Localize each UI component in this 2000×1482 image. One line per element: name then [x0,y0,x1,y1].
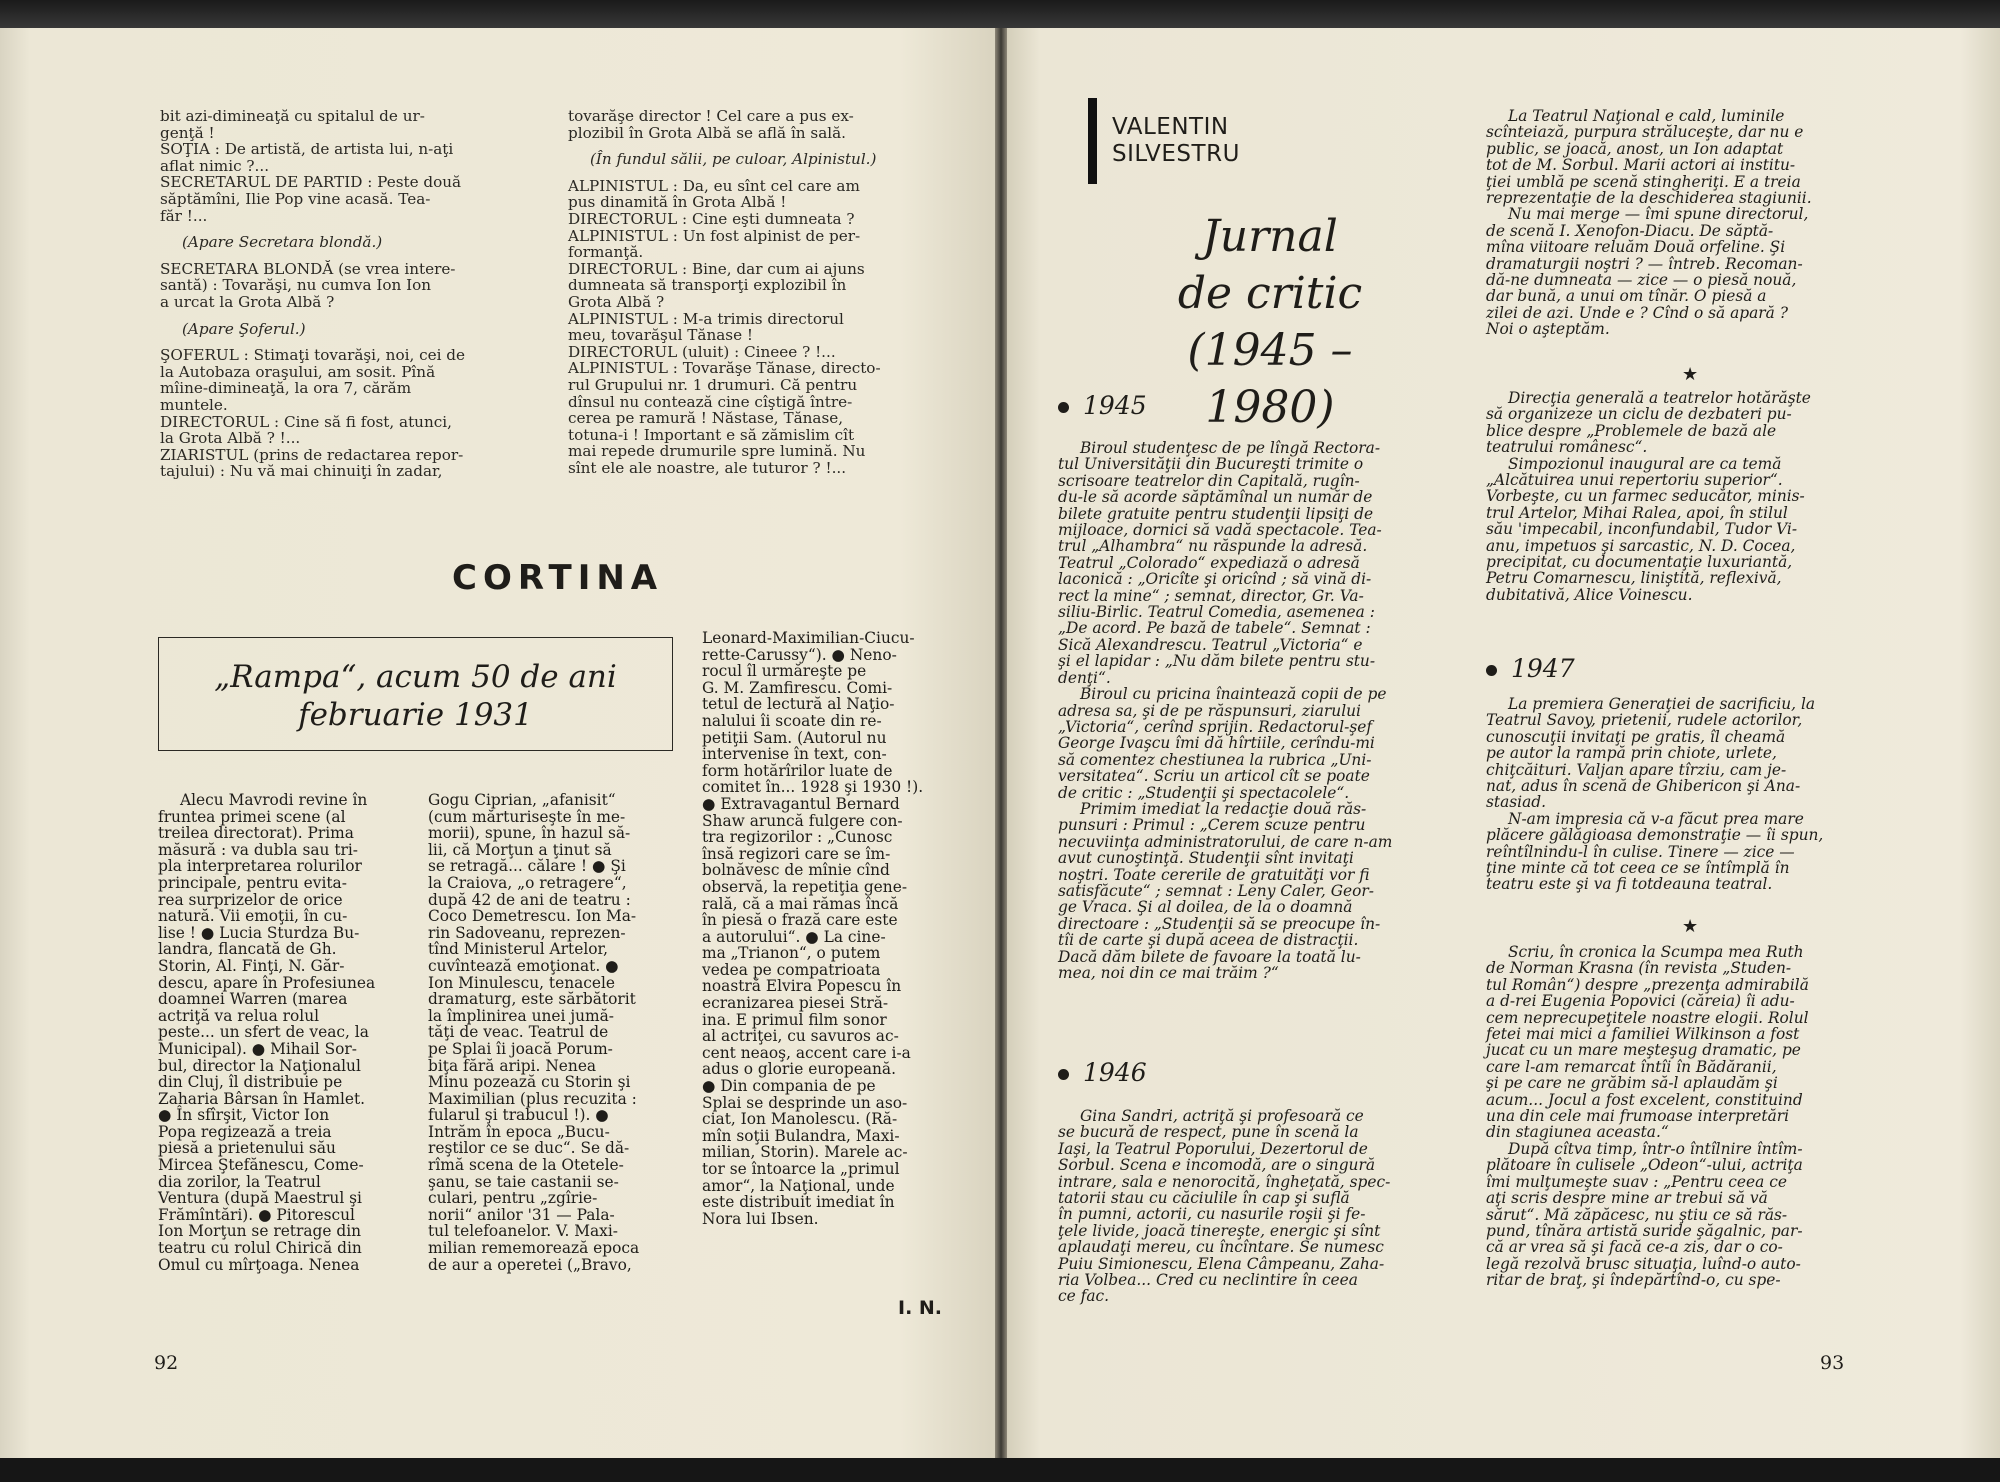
text-line: al actriţei, cu savuros ac- [702,1027,899,1046]
text-line: rîmă scena de la Otetele- [428,1156,624,1175]
text-line: Municipal). ● Mihail Sor- [158,1039,357,1058]
text-line: piesă a prietenului său [158,1139,336,1158]
text-line: ZIARISTUL (prins de redactarea repor- [160,445,464,464]
text-line: SOŢIA : De artistă, de artista lui, n-aţi [160,140,454,159]
text-line: public, se joacă, anost, un Ion adaptat [1486,139,1784,158]
text-line: mea, noi din ce mai trăim ?“ [1058,964,1279,982]
text-line: muntele. [160,395,228,414]
text-line: dînsul nu contează cine cîştigă între- [568,392,853,411]
text-line: Primim imediat la redacţie două răs- [1080,799,1367,818]
text-line: denţi“. [1058,668,1111,687]
text-line: form hotărîrilor luate de [702,761,893,780]
rampa-title-line2: februarie 1931 [298,697,533,733]
text-line: lii, că Morţun a ţinut să [428,840,612,859]
text-line: Ventura (după Maestrul şi [158,1189,362,1208]
text-line: Alecu Mavrodi revine în [180,791,368,809]
text-line: După cîtva timp, într-o întîlnire întîm- [1508,1139,1803,1158]
text-line: tatorii stau cu căciulile în cap şi suflă [1058,1189,1350,1208]
rampa-title-box [158,637,673,751]
text-line: legă rezolvă brusc situaţia, luînd-o auto- [1486,1254,1801,1273]
text-line: (cum mărturiseşte în me- [428,807,626,826]
book-top-edge [0,0,2000,30]
text-line: du-le să acorde săptămînal un număr de [1058,488,1373,507]
text-line: Frămîntări). ● Pitorescul [158,1205,355,1224]
text-line: Vorbeşte, cu un farmec seducător, minis- [1486,487,1805,506]
entry-scumpa-mea-ruth [1486,944,1916,1289]
text-line: „De acord. Pe bază de tabele“. Semnat : [1058,619,1371,638]
text-line: ● În sfîrşit, Victor Ion [158,1106,330,1125]
page-number-left: 92 [154,1352,179,1374]
bullet-dot [1486,665,1497,676]
text-line: comitet în... 1928 şi 1930 !). [702,778,924,797]
text-line: milian, Storin). Marele ac- [702,1143,908,1162]
text-line: intrare, sala e nenorocită, îngheţată, spec- [1058,1172,1391,1191]
text-line: dramaturg, este sărbătorit [428,990,636,1009]
article-column-2 [428,792,668,1273]
text-line: Direcţia generală a teatrelor hotărăşte [1508,389,1811,407]
page-number-right: 93 [1820,1352,1845,1374]
text-line: mai repede drumurile spre lumină. Nu [568,442,866,461]
text-line: după 42 de ani de teatru : [428,890,631,909]
text-line: zilei de azi. Unde e ? Cînd o să apară ? [1486,303,1788,322]
text-line: cunoscuţii invitaţi pe gratis, îl cheamă [1486,727,1786,746]
text-line: mîn soţii Bulandra, Maxi- [702,1126,900,1145]
author-last-name: SILVESTRU [1112,141,1240,167]
text-line: cuvîntează emoţionat. ● [428,956,619,975]
text-line: laconică : „Oricîte şi oricînd ; să vină di- [1058,570,1372,589]
year-heading-1946: 1946 [1058,1058,1147,1087]
text-line: „Alcătuirea unui repertoriu superior“. [1486,471,1783,490]
year-heading-1947: 1947 [1486,654,1575,683]
play-column-2 [568,108,943,476]
text-line: reştilor ce se duc“. Se dă- [428,1139,630,1158]
journal-title-line1: Jurnal [1202,211,1338,262]
text-line: din stagiunea aceasta.“ [1486,1123,1669,1142]
text-line: observă, la repetiţia gene- [702,877,908,896]
text-line: Simpozionul inaugural are ca temă [1508,454,1782,473]
text-line: una din cele mai frumoase interpretări [1486,1107,1790,1126]
text-line: treilea directorat). Prima [158,824,354,843]
text-line: Popa regizează a treia [158,1122,332,1141]
text-line: pe autor la rampă prin chiote, urlete, [1486,744,1777,763]
text-line: aflat nimic ?... [160,156,270,175]
text-line: ina. E primul film sonor [702,1010,887,1029]
text-line: Teatrul „Colorado“ expediază o adresă [1058,553,1360,572]
text-line: chiţcăituri. Valjan apare tîrziu, cam je- [1486,760,1787,779]
section-star: ★ [1682,364,1699,385]
text-line: blice despre „Problemele de bază ale [1486,421,1777,440]
text-line: G. M. Zamfirescu. Comi- [702,678,893,697]
text-line: este distribuit imediat în [702,1193,895,1212]
author-name [1112,114,1240,168]
text-line: DIRECTORUL : Cine să fi fost, atunci, [160,412,452,431]
text-line: doamnei Warren (marea [158,990,348,1009]
text-line: tovarăşe director ! Cel care a pus ex- [568,107,854,125]
text-line: (Apare Şoferul.) [182,319,306,338]
text-line: tra regizorilor : „Cunosc [702,828,893,847]
text-line: pla interpretarea rolurilor [158,857,362,876]
text-line: tul Universităţii din Bucureşti trimite o [1058,455,1364,474]
text-line: Dacă dăm bilete de favoare la toată lu- [1058,947,1361,966]
text-line: culari, pentru „zgîrie- [428,1189,598,1208]
text-line: rul Grupului nr. 1 drumuri. Că pentru [568,375,858,394]
text-line: plăcere gălăgioasa demonstraţie — îi spun, [1486,826,1824,845]
text-line: în pumni, actorii, cu nasurile roşii şi fe- [1058,1205,1366,1224]
text-line: vedea pe compatrioata [702,960,881,979]
text-line: noastră Elvira Popescu în [702,977,902,996]
text-line: însă regizori care se îm- [702,844,891,863]
text-line: făr !... [160,206,208,225]
text-line: adresa sa, şi de pe răspunsuri, ziarului [1058,701,1361,720]
article-column-3 [702,630,942,1227]
text-line: tînd Ministerul Artelor, [428,940,609,959]
text-line: se retragă... călare ! ● Şi [428,857,626,876]
text-line: formanţă. [568,243,644,262]
text-line: landra, flancată de Gh. [158,940,337,959]
text-line: teatru cu rolul Chirică din [158,1239,362,1258]
text-line: Petru Comarnescu, liniştită, reflexivă, [1486,569,1782,588]
text-line: în piesă o frază care este [702,911,898,930]
text-line: Iaşi, la Teatrul Poporului, Dezertorul de [1058,1139,1368,1158]
text-line: (Apare Secretara blondă.) [182,233,383,252]
text-line: pe Splai îi joacă Porum- [428,1039,613,1058]
text-line: ritar de braţ, şi îndepărtînd-o, cu spe- [1486,1271,1781,1290]
text-line: tor se întoarce la „primul [702,1160,900,1178]
text-line: rin Sadoveanu, reprezen- [428,923,626,942]
author-first-name: VALENTIN [1112,114,1229,140]
text-line: Puiu Simionescu, Elena Câmpeanu, Zaha- [1058,1254,1385,1273]
text-line: siliu-Birlic. Teatrul Comedia, asemenea : [1058,603,1375,622]
text-line: cent neaoş, accent care i-a [702,1043,911,1062]
left-page [0,28,1000,1458]
text-line: trul „Alhambra“ nu răspunde la adresă. [1058,537,1368,556]
text-line: plătoare în culisele „Odeon“-ului, actriţa [1486,1156,1803,1175]
text-line: ce fac. [1058,1287,1110,1306]
text-line: Coco Demetrescu. Ion Ma- [428,907,637,926]
text-line: Teatrul Savoy, prietenii, rudele actorilor, [1486,711,1803,730]
text-line: SECRETARA BLONDĂ (se vrea intere- [160,259,456,278]
text-line: rală, că a mai rămas încă [702,894,899,913]
text-line: natură. Vii emoţii, în cu- [158,907,348,926]
text-line: versitatea“. Scriu un articol cît se poate [1058,767,1370,786]
text-line: ecranizarea piesei Stră- [702,994,889,1013]
author-bar [1088,98,1097,184]
text-line: Sică Alexandrescu. Teatrul „Victoria“ e [1058,635,1363,654]
text-line: ciat, Ion Manolescu. (Ră- [702,1110,898,1129]
text-line: tot de M. Sorbul. Marii actori ai institu- [1486,156,1796,175]
text-line: că ar vrea să şi facă ce-a zis, dar o co- [1486,1238,1783,1257]
text-line: fruntea primei scene (al [158,807,346,826]
text-line: de scenă I. Xenofon-Diacu. De săptă- [1486,221,1774,240]
text-line: intervenise în text, con- [702,745,887,764]
text-line: dubitativă, Alice Voinescu. [1486,585,1693,604]
text-line: La Teatrul Naţional e cald, luminile [1508,107,1785,125]
article-signature: I. N. [898,1297,943,1319]
text-line: cerea pe ramură ! Năstase, Tănase, [568,409,844,428]
text-line: SECRETARUL DE PARTID : Peste două [160,173,462,192]
text-line: Intrăm în epoca „Bucu- [428,1122,610,1141]
text-line: ţine minte că tot ceea ce se întîmplă în [1486,859,1790,878]
text-line: să comentez chestiunea la rubrica „Uni- [1058,750,1372,769]
text-line: şanu, se taie castanii se- [428,1172,619,1191]
text-line: ALPINISTUL : Un fost alpinist de per- [568,226,861,245]
text-line: jucat cu un mare meşteşug dramatic, pe [1486,1041,1801,1060]
text-line: Biroul studenţesc de pe lîngă Rectora- [1080,439,1381,457]
text-line: şi el lapidar : „Nu dăm bilete pentru stu- [1058,652,1376,671]
text-line: săptămîni, Ilie Pop vine acasă. Tea- [160,189,431,208]
text-line: Grota Albă ? [568,292,665,311]
text-line: acum... Jocul a fost excelent, constituind [1486,1090,1803,1109]
text-line: de aur a operetei („Bravo, [428,1255,632,1274]
text-line: aplaudaţi mereu, cu încîntare. Se numesc [1058,1238,1384,1257]
text-line: nat, adus în scenă de Ghibericon şi Ana- [1486,777,1801,796]
text-line: Omul cu mîrţoaga. Nenea [158,1255,360,1274]
text-line: ● Extravagantul Bernard [702,794,900,813]
text-line: dramaturgii noştri ? — întreb. Recoman- [1486,254,1803,273]
text-line: Ion Morţun se retrage din [158,1222,362,1241]
text-line: reîntîlnindu-l în culise. Tinere — zice — [1486,842,1795,861]
text-line: Zaharia Bârsan în Hamlet. [158,1089,366,1108]
text-line: ria Volbea... Cred cu neclintire în ceea [1058,1271,1358,1290]
text-line: tetul de lectură al Naţio- [702,695,895,714]
bullet-dot [1058,402,1069,413]
text-line: ţele livide, joacă tinereşte, energic şi sînt [1058,1221,1381,1240]
text-line: rette-Carussy“). ● Neno- [702,645,897,664]
entry-1947 [1486,696,1916,893]
entry-directorate [1486,390,1916,603]
text-line: tăţi de veac. Teatrul de [428,1023,609,1042]
text-line: la Craiova, „o retragere“, [428,873,627,892]
journal-title [1120,208,1420,436]
text-line: îmi mulţumeşte suav : „Pentru ceea ce [1486,1172,1787,1191]
text-line: avut cunoştinţă. Studenţii sînt invitaţi [1058,849,1354,868]
text-line: amor“, la Naţional, unde [702,1176,895,1195]
text-line: Scriu, în cronica la Scumpa mea Ruth [1508,943,1804,961]
text-line: lise ! ● Lucia Sturdza Bu- [158,923,360,942]
text-line: Nora lui Ibsen. [702,1209,819,1228]
entry-1945 [1058,440,1478,981]
text-line: din Cluj, îl distribuie pe [158,1073,343,1092]
text-line: „Victoria“, cerînd sprijin. Redactorul-şef [1058,717,1373,736]
text-line: Minu pozează cu Storin şi [428,1073,631,1092]
bullet-dot [1058,1069,1069,1080]
text-line: genţă ! [160,123,215,142]
book-bottom-edge [0,1458,2000,1482]
text-line: tul Român“) despre „prezenţa admirabilă [1486,975,1809,994]
text-line: rea surprizelor de orice [158,890,343,909]
text-line: sărut“. Mă zăpăcesc, nu ştiu ce să răs- [1486,1205,1788,1224]
text-line: fularul şi trabucul !). ● [428,1106,609,1125]
text-line: scînteiază, purpura străluceşte, dar nu e [1486,123,1804,142]
text-line: plozibil în Grota Albă se află în sală. [568,123,846,142]
text-line: trul Artelor, Mihai Ralea, apoi, în stilul [1486,503,1788,522]
text-line: La premiera Generaţiei de sacrificiu, la [1508,695,1816,713]
text-line: precipitat, cu documentaţie luxuriantă, [1486,553,1793,572]
text-line: Nu mai merge — îmi spune directorul, [1508,205,1809,224]
text-line: ● Din compania de pe [702,1077,876,1096]
text-line: ALPINISTUL : M-a trimis directorul [568,309,844,328]
text-line: Biroul cu pricina înaintează copii de pe [1080,685,1387,704]
text-line: necuviinţa administratorului, de care n-am [1058,832,1393,851]
text-line: bit azi-dimineaţă cu spitalul de ur- [160,107,425,125]
text-line: punsuri : Primul : „Cerem scuze pentru [1058,816,1366,835]
text-line: ALPINISTUL : Da, eu sînt cel care am [568,176,860,195]
play-column-1 [160,108,535,480]
text-line: principale, pentru evita- [158,873,347,892]
text-line: fetei mai mici a familiei Wilkinson a fost [1486,1025,1800,1044]
text-line: anu, impetuos şi sarcastic, N. D. Cocea, [1486,536,1796,555]
text-line: a urcat la Grota Albă ? [160,292,335,311]
text-line: rocul îl urmăreşte pe [702,662,867,681]
year-heading-1945: 1945 [1058,391,1147,420]
rampa-title [159,658,672,734]
text-line: teatrului românesc“. [1486,438,1648,457]
text-line: său 'impecabil, inconfundabil, Tudor Vi- [1486,520,1798,539]
text-line: dă-ne dumneata — zice — o piesă nouă, [1486,271,1797,290]
text-line: bilete gratuite pentru studenţii lipsiţi de [1058,504,1374,523]
text-line: nalului îi scoate din re- [702,711,882,730]
text-line: ge Vraca. Şi al doilea, de la o doamnă [1058,898,1353,917]
text-line: morii), spune, în hazul să- [428,824,631,843]
text-line: bolnăvesc de mînie cînd [702,861,890,880]
text-line: ALPINISTUL : Tovarăşe Tănase, directo- [568,359,881,378]
text-line: actriţă va relua rolul [158,1006,320,1025]
text-line: pus dinamită în Grota Albă ! [568,193,787,212]
entry-national-theatre [1486,108,1916,338]
text-line: să organizeze un ciclu de dezbateri pu- [1486,405,1792,424]
text-line: George Ivaşcu îmi dă hîrtiile, cerîndu-mi [1058,734,1375,753]
text-line: meu, tovarăşul Tănase ! [568,326,754,345]
text-line: care l-am remarcat întîi în Bădăranii, [1486,1057,1777,1076]
text-line: DIRECTORUL : Cine eşti dumneata ? [568,209,855,228]
text-line: peste... un sfert de veac, la [158,1023,369,1042]
text-line: Sorbul. Scena e incomodă, are o singură [1058,1156,1376,1175]
text-line: de critic : „Studenţii şi spectacolele“. [1058,783,1350,802]
text-line: scrisoare teatrelor din Capitală, rugîn- [1058,471,1360,490]
text-line: Gina Sandri, actriţă şi profesoară ce [1080,1107,1364,1125]
text-line: tul telefoanelor. V. Maxi- [428,1222,618,1241]
text-line: DIRECTORUL : Bine, dar cum ai ajuns [568,259,865,278]
journal-title-line3: (1945 – 1980) [1187,325,1353,433]
text-line: dia zorilor, la Teatrul [158,1172,321,1191]
book-gutter [995,28,1007,1458]
text-line: dar bună, a unui om tînăr. O piesă a [1486,287,1767,306]
text-line: aţi scris despre mine ar trebui să vă [1486,1189,1768,1208]
text-line: Gogu Ciprian, „afanisit“ [428,791,616,809]
text-line: ŞOFERUL : Stimaţi tovarăşi, noi, cei de [160,346,466,365]
text-line: Mircea Ştefănescu, Come- [158,1156,364,1175]
text-line: DIRECTORUL (uluit) : Cineee ? !... [568,342,836,361]
text-line: adus o glorie europeană. [702,1060,896,1079]
text-line: Ion Minulescu, tenacele [428,973,616,992]
text-line: mijloace, dornici să vadă spectacole. Tea- [1058,521,1382,540]
text-line: ma „Trianon“, o putem [702,944,881,963]
text-line: descu, apare în Profesiunea [158,973,376,992]
text-line: Maximilian (plus recuzita : [428,1089,637,1108]
text-line: bul, director la Naţionalul [158,1056,361,1075]
text-line: satisfăcute“ ; semnat : Leny Caler, Geor- [1058,881,1374,900]
entry-1946 [1058,1108,1478,1305]
text-line: cem neprecupeţitele noastre elogii. Rolul [1486,1008,1809,1027]
text-line: pund, tînăra artistă suride şăgalnic, par- [1486,1221,1803,1240]
rampa-title-line1: „Rampa“, acum 50 de ani [214,659,617,695]
text-line: de Norman Krasna (în revista „Studen- [1486,959,1792,978]
text-line: biţa fără aripi. Nenea [428,1056,597,1075]
journal-title-line2: de critic [1177,268,1363,319]
text-line: dumneata să transporţi explozibil în [568,276,847,295]
text-line: Splai se desprinde un aso- [702,1093,908,1112]
text-line: Noi o aşteptăm. [1486,320,1610,339]
text-line: teatru este şi va fi totdeauna teatral. [1486,875,1773,894]
right-page [1000,28,2000,1458]
text-line: tîi de carte şi după aceea de distracţii. [1058,931,1359,950]
text-line: stasiad. [1486,793,1546,812]
text-line: norii“ anilor '31 — Pala- [428,1205,615,1224]
text-line: la împlinirea unei jumă- [428,1006,614,1025]
text-line: petiţii Sam. (Autorul nu [702,728,887,747]
text-line: totuna-i ! Important e să zămislim cît [568,425,855,444]
text-line: santă) : Tovarăşi, nu cumva Ion Ion [160,276,432,295]
text-line: mîna viitoare reluăm Două orfeline. Şi [1486,238,1786,257]
text-line: măsură : va dubla sau tri- [158,840,358,859]
article-column-1 [158,792,398,1273]
text-line: Leonard-Maximilian-Ciucu- [702,629,915,647]
text-line: ţiei umblă pe scenă stingheriţi. E a treia [1486,172,1801,191]
cortina-heading: CORTINA [452,558,664,598]
text-line: milian rememorează epoca [428,1239,640,1258]
text-line: (În fundul sălii, pe culoar, Alpinistul.) [590,150,877,169]
text-line: şi pe care ne grăbim să-l aplaudăm şi [1486,1074,1778,1093]
text-line: se bucură de respect, pune în scenă la [1058,1123,1359,1142]
text-line: directoare : „Studenţii să se preocupe în- [1058,914,1381,933]
text-line: reprezentaţie de la deschiderea stagiunii. [1486,189,1812,208]
text-line: sînt ele ale noastre, ale tuturor ? !... [568,458,847,477]
text-line: N-am impresia că v-a făcut prea mare [1508,809,1804,828]
text-line: tajului) : Nu vă mai chinuiţi în zadar, [160,462,443,481]
text-line: Storin, Al. Finţi, N. Găr- [158,956,345,975]
text-line: la Grota Albă ? !... [160,429,301,448]
text-line: Shaw aruncă fulgere con- [702,811,903,830]
text-line: a autorului“. ● La cine- [702,927,886,946]
text-line: a d-rei Eugenia Popovici (căreia) îi adu- [1486,992,1795,1011]
text-line: mîine-dimineaţă, la ora 7, cărăm [160,379,412,398]
text-line: rect la mine“ ; semnat, director, Gr. Va- [1058,586,1364,605]
text-line: noştri. Toate cererile de gratuităţi vor fi [1058,865,1370,884]
section-star: ★ [1682,916,1699,937]
text-line: la Autobaza oraşului, am sosit. Pînă [160,362,436,381]
